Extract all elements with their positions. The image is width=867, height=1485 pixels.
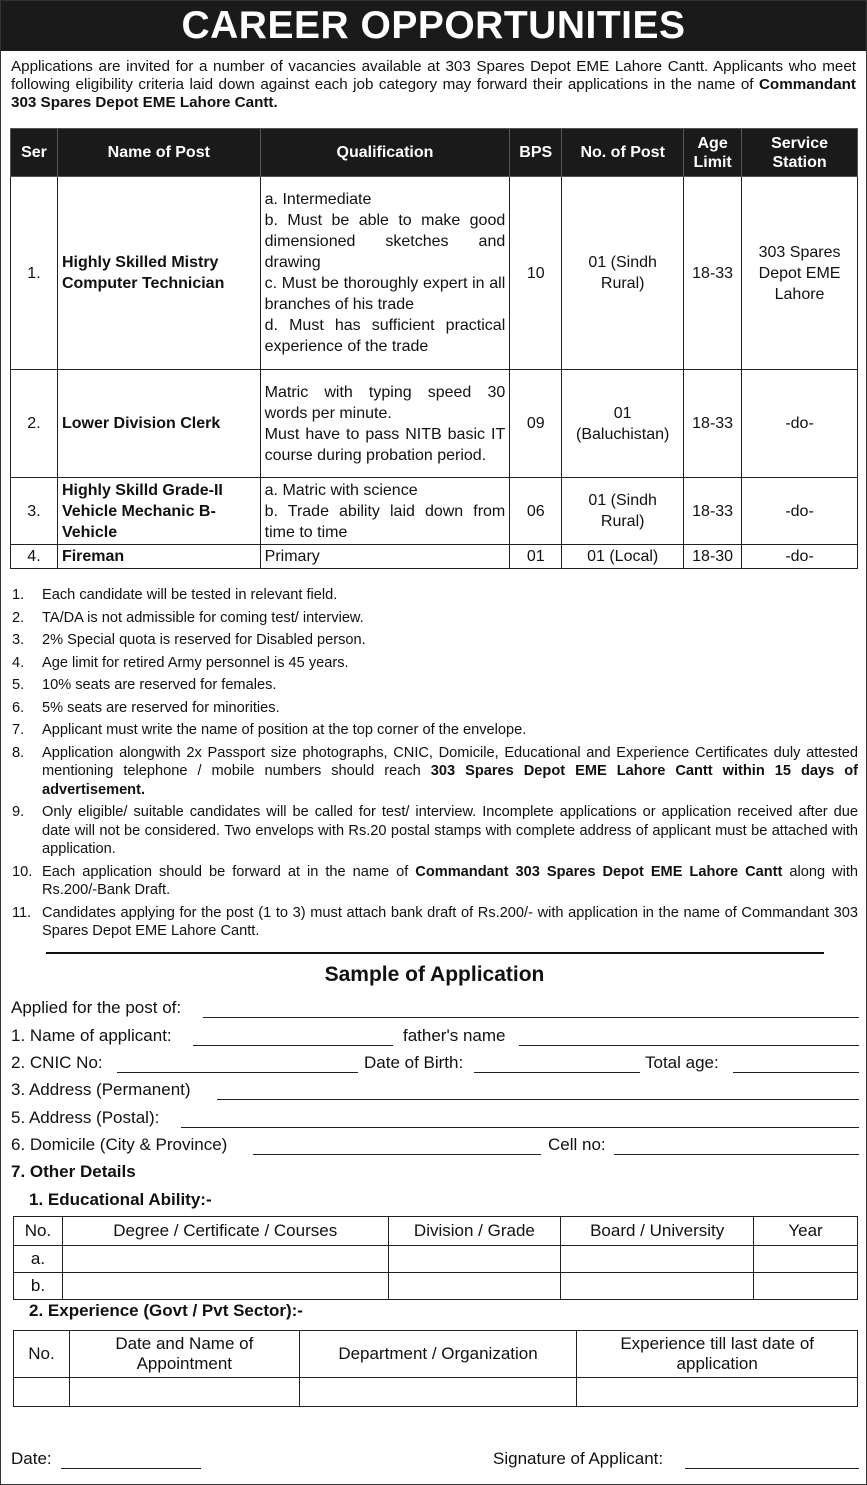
exp-header-department: Department / Organization	[299, 1331, 577, 1378]
note-text: 10% seats are reserved for females.	[42, 677, 277, 693]
list-item	[10, 586, 858, 605]
form-row-domicile	[11, 1135, 859, 1159]
exp-cell[interactable]	[69, 1378, 299, 1407]
row-bps: 06	[510, 478, 562, 545]
list-item	[10, 609, 858, 628]
notes-list	[10, 586, 858, 945]
vacancy-table	[10, 128, 858, 569]
note-number: 11.	[12, 904, 32, 921]
edu-cell[interactable]	[388, 1273, 561, 1300]
header-qualification: Qualification	[260, 129, 510, 177]
row-qualification	[260, 478, 510, 545]
cell-label: Cell no:	[548, 1135, 606, 1154]
row-station: -do-	[742, 370, 858, 478]
list-item	[10, 904, 858, 941]
edu-header-degree: Degree / Certificate / Courses	[62, 1217, 388, 1246]
list-item	[10, 803, 858, 859]
father-name-field[interactable]	[519, 1045, 859, 1046]
address-perm-label: 3. Address (Permanent)	[11, 1080, 191, 1099]
table-row	[14, 1273, 858, 1300]
domicile-label: 6. Domicile (City & Province)	[11, 1135, 228, 1154]
row-no-of-post: 01 (Sindh Rural)	[562, 478, 684, 545]
list-item	[10, 721, 858, 740]
qual-line: a. Intermediate	[264, 191, 372, 208]
total-age-label: Total age:	[645, 1053, 719, 1072]
dob-field[interactable]	[474, 1072, 640, 1073]
note-text: Applicant must write the name of position at the top corner of the envelope.	[42, 722, 527, 738]
row-bps: 10	[510, 177, 562, 370]
row-ser: 4.	[11, 545, 58, 569]
note-text: Age limit for retired Army personnel is 45 years.	[42, 654, 349, 671]
edu-header-year: Year	[754, 1217, 858, 1246]
education-table	[13, 1216, 858, 1300]
table-row	[11, 177, 858, 370]
intro-text: Applications are invited for a number of vacancies available at 303 Spares Depot EME Lahore Cantt. Applicants who meet following eligibility criteria laid down against each job category may forward their applications in the name of	[11, 58, 856, 93]
edu-header-board: Board / University	[561, 1217, 754, 1246]
sample-title: Sample of Application	[324, 963, 545, 986]
row-no-of-post: 01 (Local)	[562, 545, 684, 569]
experience-table	[13, 1330, 858, 1407]
header-service-station: Service Station	[742, 129, 858, 177]
note-text-tail: along with Rs.200/-Bank Draft.	[42, 863, 859, 898]
note-text: Each candidate will be tested in relevant field.	[42, 587, 338, 603]
row-no-of-post: 01 (Baluchistan)	[562, 370, 684, 478]
edu-header-division: Division / Grade	[388, 1217, 561, 1246]
row-no-of-post: 01 (Sindh Rural)	[562, 177, 684, 370]
qual-line: b. Must be able to make good dimensioned sketches and drawing	[264, 212, 506, 271]
form-row-exp-title	[11, 1301, 859, 1325]
row-station: -do-	[742, 545, 858, 569]
row-station: 303 Spares Depot EME Lahore	[742, 177, 858, 370]
edu-cell[interactable]	[754, 1273, 858, 1300]
form-row-address-postal	[11, 1108, 859, 1132]
qual-line: Matric with typing speed 30 words per minute.	[264, 383, 506, 422]
row-ser: 1.	[11, 177, 58, 370]
note-number: 10.	[12, 863, 33, 880]
edu-cell[interactable]	[561, 1273, 754, 1300]
education-heading: 1. Educational Ability:-	[29, 1190, 212, 1209]
exp-header-no: No.	[14, 1331, 70, 1378]
date-label: Date:	[11, 1449, 52, 1468]
form-row-address-perm	[11, 1080, 859, 1104]
signature-field[interactable]	[685, 1468, 859, 1469]
row-post: Highly Skilld Grade-II Vehicle Mechanic B-Vehicle	[57, 478, 260, 545]
vacancy-header-row	[11, 129, 858, 177]
name-field[interactable]	[193, 1045, 393, 1046]
row-ser: 2.	[11, 370, 58, 478]
cnic-label: 2. CNIC No:	[11, 1053, 103, 1072]
form-row-name	[11, 1026, 859, 1050]
note-number: 5.	[12, 677, 25, 693]
qual-line: d. Must has sufficient practical experience of the trade	[264, 317, 506, 355]
qual-line: a. Matric with science	[264, 481, 418, 499]
form-row-signature	[11, 1449, 859, 1473]
list-item	[10, 654, 858, 673]
row-bps: 09	[510, 370, 562, 478]
note-text: Each application should be forward at in the name of	[42, 863, 416, 880]
note-number: 3.	[12, 632, 25, 648]
education-header-row	[14, 1217, 858, 1246]
father-name-label: father's name	[403, 1026, 506, 1045]
edu-cell[interactable]	[62, 1273, 388, 1300]
row-qualification	[260, 370, 510, 478]
qual-line: b. Trade ability laid down from time to time	[264, 502, 506, 541]
address-postal-label: 5. Address (Postal):	[11, 1108, 160, 1127]
row-bps: 01	[510, 545, 562, 569]
note-bold: Commandant 303 Spares Depot EME Lahore Cantt	[415, 863, 783, 880]
signature-label: Signature of Applicant:	[493, 1449, 664, 1468]
qual-line: Primary	[264, 548, 320, 565]
header-age-limit: Age Limit	[684, 129, 742, 177]
exp-header-experience: Experience till last date of application	[577, 1331, 858, 1378]
row-post: Fireman	[57, 545, 260, 569]
note-number: 4.	[12, 654, 25, 671]
dob-label: Date of Birth:	[364, 1053, 464, 1072]
edu-cell[interactable]	[388, 1246, 561, 1273]
note-bold: 303 Spares Depot EME Lahore Cantt within 15 days of advertisement.	[42, 763, 858, 798]
header-post: Name of Post	[57, 129, 260, 177]
header-bps: BPS	[510, 129, 562, 177]
other-details-heading: 7. Other Details	[11, 1162, 136, 1181]
date-field[interactable]	[61, 1468, 201, 1469]
note-number: 1.	[12, 587, 25, 603]
row-post: Highly Skilled Mistry Computer Technician	[57, 177, 260, 370]
note-text: 5% seats are reserved for minorities.	[42, 699, 280, 716]
note-number: 2.	[12, 609, 25, 626]
note-number: 8.	[12, 744, 25, 761]
row-qualification	[260, 545, 510, 569]
qual-line: c. Must be thoroughly expert in all branches of his trade	[264, 275, 506, 313]
form-row-other	[11, 1162, 859, 1186]
note-number: 7.	[12, 722, 25, 738]
intro-paragraph	[11, 58, 856, 112]
note-text: Only eligible/ suitable candidates will be called for test/ interview. Incomplete applications or application received after due date will not be considered. Two envelops with Rs.20 postal stamps with complete address of applicant must be attached with application.	[42, 804, 858, 857]
table-row	[11, 545, 858, 569]
table-row	[14, 1378, 858, 1407]
row-age: 18-33	[684, 370, 742, 478]
form-row-cnic	[11, 1053, 859, 1077]
exp-cell[interactable]	[14, 1378, 70, 1407]
intro-bold: Commandant 303 Spares Depot EME Lahore Cantt.	[11, 76, 856, 111]
form-row-edu-title	[11, 1190, 859, 1214]
experience-header-row	[14, 1331, 858, 1378]
edu-row-no: a.	[14, 1246, 63, 1273]
exp-header-date: Date and Name of Appointment	[69, 1331, 299, 1378]
note-text: Candidates applying for the post (1 to 3) must attach bank draft of Rs.200/- with application in the name of Commandant 303 Spares Depot EME Lahore Cantt.	[42, 904, 858, 939]
table-row	[11, 370, 858, 478]
section-divider	[46, 952, 824, 954]
exp-cell[interactable]	[577, 1378, 858, 1407]
exp-cell[interactable]	[299, 1378, 577, 1407]
edu-cell[interactable]	[754, 1246, 858, 1273]
applied-for-label: Applied for the post of:	[11, 998, 182, 1017]
address-postal-field[interactable]	[181, 1127, 859, 1128]
edu-row-no: b.	[14, 1273, 63, 1300]
header-no-of-post: No. of Post	[562, 129, 684, 177]
row-station: -do-	[742, 478, 858, 545]
applied-for-field[interactable]	[203, 1017, 859, 1018]
row-age: 18-33	[684, 478, 742, 545]
row-ser: 3.	[11, 478, 58, 545]
cnic-field[interactable]	[117, 1072, 358, 1073]
table-row	[14, 1246, 858, 1273]
page-title: CAREER OPPORTUNITIES	[1, 1, 866, 51]
row-age: 18-30	[684, 545, 742, 569]
address-perm-field[interactable]	[217, 1099, 859, 1100]
note-number: 6.	[12, 699, 25, 716]
edu-cell[interactable]	[561, 1246, 754, 1273]
list-item	[10, 676, 858, 695]
row-qualification	[260, 177, 510, 370]
list-item	[10, 631, 858, 650]
list-item	[10, 863, 858, 900]
name-label: 1. Name of applicant:	[11, 1026, 172, 1045]
total-age-field[interactable]	[733, 1072, 859, 1073]
table-row	[11, 478, 858, 545]
experience-heading: 2. Experience (Govt / Pvt Sector):-	[29, 1301, 303, 1320]
edu-header-no: No.	[14, 1217, 63, 1246]
form-row-applied	[11, 998, 859, 1022]
note-number: 9.	[12, 804, 25, 820]
edu-cell[interactable]	[62, 1246, 388, 1273]
note-text: 2% Special quota is reserved for Disabled person.	[42, 632, 366, 648]
note-text: TA/DA is not admissible for coming test/ interview.	[42, 609, 364, 626]
list-item	[10, 744, 858, 800]
row-age: 18-33	[684, 177, 742, 370]
list-item	[10, 699, 858, 718]
row-post: Lower Division Clerk	[57, 370, 260, 478]
header-ser: Ser	[11, 129, 58, 177]
domicile-field[interactable]	[253, 1154, 541, 1155]
qual-line: Must have to pass NITB basic IT course during probation period.	[264, 425, 506, 464]
cell-field[interactable]	[614, 1154, 859, 1155]
note-text: Application alongwith 2x Passport size photographs, CNIC, Domicile, Educational and Experience Certificates duly attested mentioning telephone / mobile numbers should reach	[42, 744, 858, 779]
